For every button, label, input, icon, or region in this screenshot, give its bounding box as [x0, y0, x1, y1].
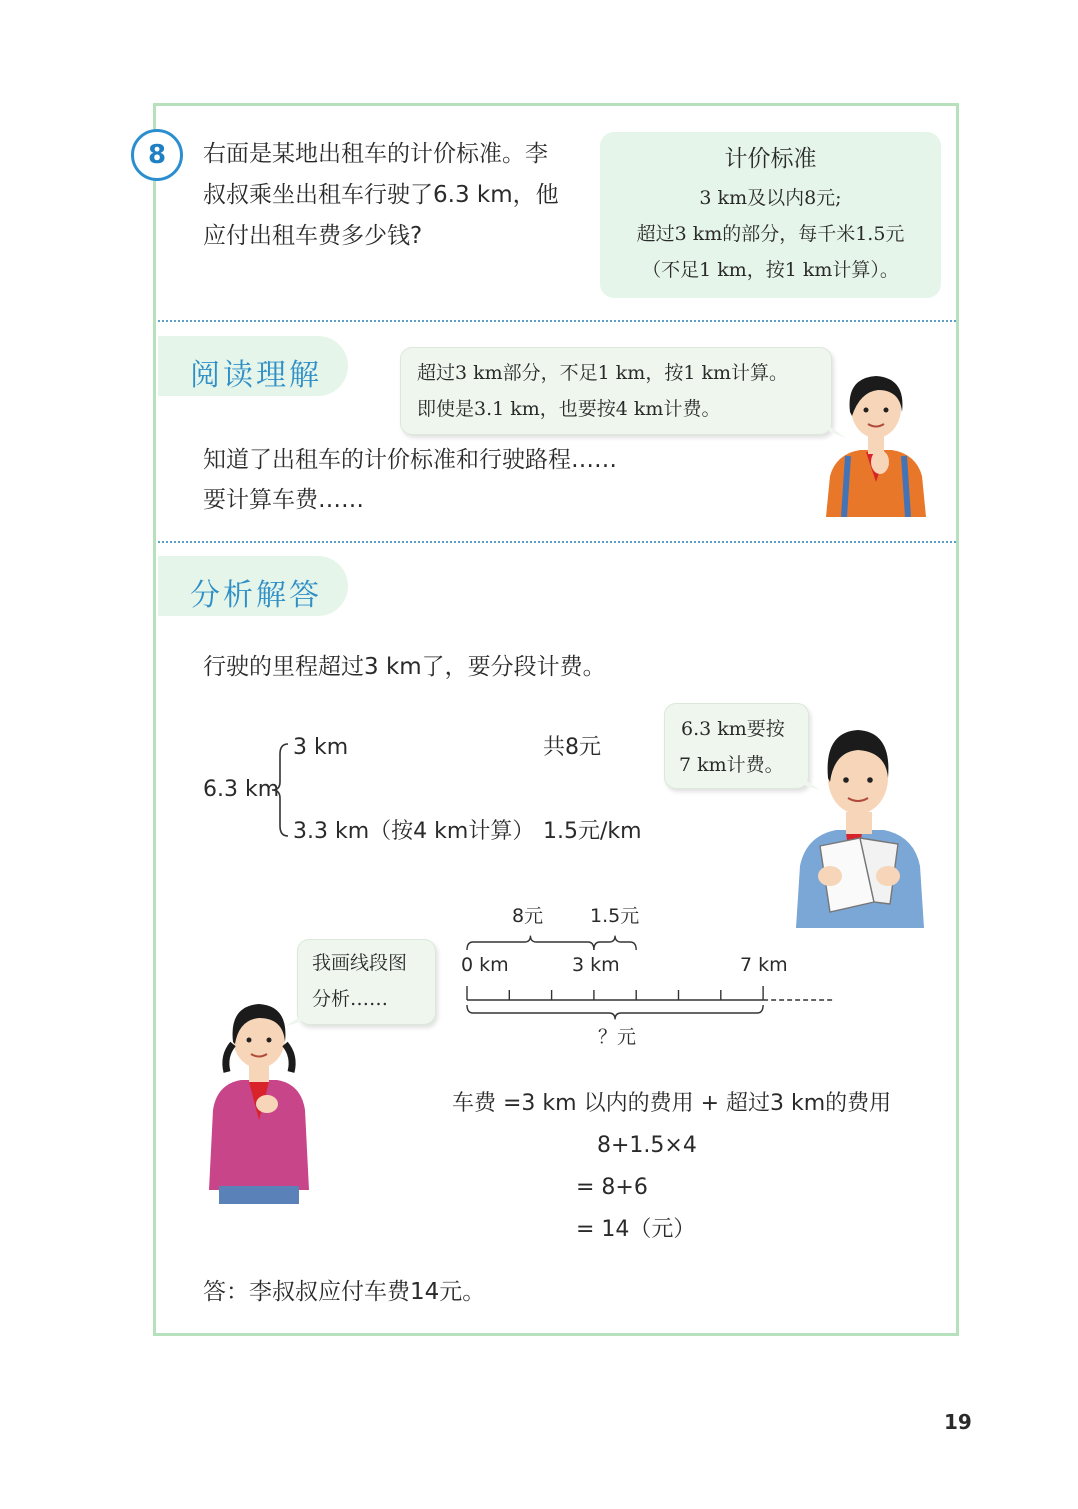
boy-bubble-line2: 7 km计费。: [679, 754, 784, 776]
boy-speech-bubble: [664, 703, 809, 789]
numberline-label-7km: 7 km: [740, 954, 788, 976]
problem-text-line3: 应付出租车费多少钱?: [203, 223, 423, 249]
reading-speech-bubble: [400, 347, 832, 435]
numberline-label-8yuan: 8元: [512, 905, 544, 927]
girl-bubble-line2: 分析……: [312, 988, 389, 1010]
brace-part2-price: 1.5元/km: [543, 819, 642, 844]
problem-text-line2: 叔叔乘坐出租车行驶了6.3 km，他: [203, 182, 559, 208]
brace-part1: 3 km: [293, 735, 349, 760]
pricing-standard-box: [600, 132, 941, 298]
analysis-intro: 行驶的里程超过3 km了，要分段计费。: [203, 654, 606, 680]
answer-text: 答：李叔叔应付车费14元。: [203, 1279, 486, 1305]
brace-part2: 3.3 km（按4 km计算）: [293, 819, 535, 844]
line-segment-diagram: [455, 935, 850, 1025]
reading-text-line2: 要计算车费……: [203, 487, 364, 513]
numberline-label-15yuan: 1.5元: [590, 905, 640, 927]
reading-bubble-line2: 即使是3.1 km，也要按4 km计费。: [417, 398, 721, 420]
girl-speech-bubble: [297, 939, 436, 1025]
brace-total-label: 6.3 km: [203, 777, 280, 802]
formula-line2: 8+1.5×4: [597, 1133, 697, 1158]
section-divider: [158, 320, 956, 322]
formula-line1: 车费 =3 km 以内的费用 + 超过3 km的费用: [452, 1091, 892, 1116]
brace-total: [467, 1005, 763, 1019]
pricing-line3: （不足1 km，按1 km计算）。: [642, 259, 899, 281]
analysis-tab-label: 分析解答: [190, 578, 322, 613]
analysis-tab: [158, 556, 348, 616]
brace-part1-price: 共8元: [543, 735, 601, 760]
problem-text-line1: 右面是某地出租车的计价标准。李: [203, 141, 548, 167]
section-divider: [158, 541, 956, 543]
page-number: 19: [944, 1410, 972, 1434]
numberline-label-0km: 0 km: [461, 954, 509, 976]
pricing-title: 计价标准: [724, 146, 817, 172]
girl-reading-illustration: [820, 372, 932, 517]
reading-tab-label: 阅读理解: [190, 358, 322, 393]
brace-segment-8yuan: [467, 936, 594, 950]
boy-bubble-line1: 6.3 km要按: [681, 718, 785, 740]
reading-tab: [158, 336, 348, 396]
problem-number-badge: 8: [131, 129, 183, 181]
reading-text-line1: 知道了出租车的计价标准和行驶路程……: [203, 447, 617, 473]
girl-analysis-illustration: [205, 1000, 313, 1204]
left-brace: [270, 742, 294, 838]
formula-line4: = 14（元）: [576, 1217, 696, 1242]
girl-bubble-line1: 我画线段图: [312, 952, 408, 974]
boy-illustration: [790, 726, 930, 928]
numberline-label-3km: 3 km: [572, 954, 620, 976]
numberline-label-total: ？元: [598, 1026, 637, 1048]
formula-line3: = 8+6: [576, 1175, 648, 1200]
brace-segment-15yuan: [594, 936, 636, 950]
pricing-line1: 3 km及以内8元;: [699, 187, 842, 209]
reading-bubble-line1: 超过3 km部分，不足1 km，按1 km计算。: [417, 362, 788, 384]
pricing-line2: 超过3 km的部分，每千米1.5元: [636, 223, 905, 245]
